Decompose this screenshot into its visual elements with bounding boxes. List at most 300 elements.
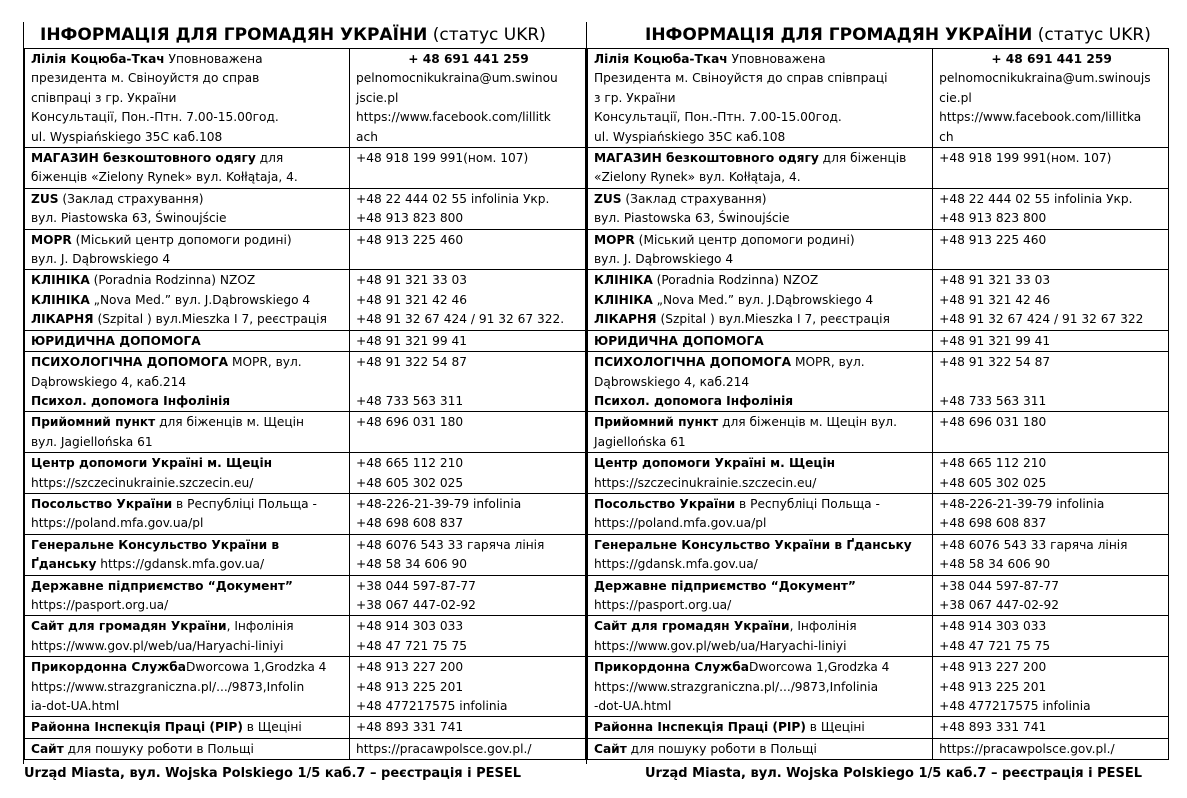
text: (Szpital ) вул.Mieszka I 7, реєстрація [93,312,327,327]
cell-line [31,291,345,310]
organization-cell [25,453,350,494]
cell-line [594,697,928,716]
organization-cell [588,270,933,330]
cell-line [939,718,1164,737]
bold-text: ЮРИДИЧНА ДОПОМОГА [31,333,201,348]
organization-cell [25,412,350,453]
text: https://www.strazgraniczna.pl/.../9873,Infolinia [594,679,879,694]
text: +48 91 322 54 87 [939,355,1051,370]
cell-line [939,474,1164,493]
text: pelnomocnikukraina@um.swinou [356,71,558,86]
bold-text: Сайт для громадян України [594,619,790,634]
cell-line [594,50,928,69]
table-row [588,493,1169,534]
text: Президента м. Свіноуйстя до справ співпраці [594,71,888,86]
cell-line [939,190,1164,209]
contact-cell [350,49,586,148]
text: ach [356,129,378,144]
text: вул. J. Dąbrowskiego 4 [31,252,171,267]
bold-text: ПСИХОЛОГІЧНА ДОПОМОГА [31,355,229,370]
text: +48 918 199 991(ном. 107) [939,151,1112,166]
bold-text: Генеральне Консульство України в Ґданську [594,537,912,552]
text: „Nova Med.” вул. J.Dąbrowskiego 4 [89,292,311,307]
text: +48 477217575 infolinia [356,699,508,713]
table-row [588,738,1169,759]
bold-text: МАГАЗИН безкоштовного одягу [594,151,819,166]
text: https://www.gov.pl/web/ua/Haryachi-liniyi [594,638,847,653]
cell-line [939,89,1164,108]
bold-text: Сайт [31,741,64,756]
text: https://poland.mfa.gov.ua/pl [594,516,767,531]
table-row [25,148,586,189]
table-row [588,412,1169,453]
bold-text: ЛІКАРНЯ [594,312,657,327]
text: в Щеціні [805,720,865,735]
organization-cell [588,352,933,412]
text: +48 698 608 837 [356,516,464,531]
text: вул. Piastowska 63, Świnoujście [31,211,227,226]
table-row [588,270,1169,330]
table-row [588,616,1169,657]
footer-left: Urząd Miasta, вул. Wojska Polskiego 1/5 каб.7 – реєстрація і PESEL [24,766,522,781]
cell-line [594,555,928,574]
text: (Poradnia Rodzinna) NZOZ [652,273,819,288]
text: вул. Piastowska 63, Świnoujście [594,211,790,226]
bold-text: ЛІКАРНЯ [31,312,94,327]
cell-line [356,291,581,310]
text: (Заклад страхування) [621,191,767,206]
cell-line [356,577,581,596]
cell-line [356,310,581,329]
contact-cell [933,412,1169,453]
text: в Республіці Польща - [735,496,880,511]
cell-line [356,50,581,69]
cell-line [31,658,345,677]
cell-line [356,353,581,372]
cell-line [939,413,1164,432]
cell-line [939,454,1164,473]
text: https://gdansk.mfa.gov.ua/ [96,557,265,572]
cell-line [594,474,928,493]
contact-cell [350,616,586,657]
bold-text: Прикордонна Служба [594,660,750,675]
cell-line [31,271,345,290]
text: +48 913 225 460 [356,232,464,247]
text: +48 696 031 180 [356,415,464,430]
cell-line [939,50,1164,69]
bold-text: Посольство України [594,496,736,511]
table-row [25,352,586,412]
text: +48 913 227 200 [939,660,1047,675]
cell-line [939,658,1164,677]
organization-cell [25,188,350,229]
cell-line [31,128,345,147]
organization-cell [25,270,350,330]
cell-line [356,69,581,88]
cell-line [356,596,581,615]
cell-line [356,678,581,697]
text: співпраці з гр. України [31,90,177,105]
text: Jagiellońska 61 [594,434,686,449]
text: +48-226-21-39-79 infolinia [939,496,1105,511]
bold-text: КЛІНІКА [31,273,90,288]
text: Dworcowa 1,Grodzka 4 [749,660,890,675]
bold-text: Прийомний пункт [594,415,719,430]
cell-line [31,190,345,209]
cell-line [939,209,1164,228]
text: pelnomocnikukraina@um.swinoujs [939,71,1151,86]
bold-text: Державне підприємство “Документ” [594,578,856,593]
organization-cell [588,412,933,453]
contact-cell [350,352,586,412]
cell-line [31,89,345,108]
cell-line [939,555,1164,574]
cell-line [594,454,928,473]
text: cie.pl [939,90,972,105]
text: +38 044 597-87-77 [939,578,1059,593]
bold-text: MOPR [31,232,72,247]
organization-cell [25,717,350,738]
text: +48 733 563 311 [939,393,1047,408]
cell-line [31,718,345,737]
organization-cell [588,493,933,534]
cell-line [356,128,581,147]
table-row [25,717,586,738]
text: +48 913 225 201 [356,679,464,694]
cell-line [939,332,1164,351]
title-right [645,24,1151,46]
text: https://www.strazgraniczna.pl/.../9873,Infolin [31,679,305,694]
bold-text: Психол. допомога Інфолінія [594,393,794,408]
text: +48 696 031 180 [939,415,1047,430]
text: +48 913 225 201 [939,679,1047,694]
cell-line [356,555,581,574]
bold-text: МАГАЗИН безкоштовного одягу [31,151,256,166]
cell-line [31,149,345,168]
contact-cell [350,229,586,270]
text: Уповноважена [164,52,263,66]
text: +48 22 444 02 55 infolinia Укр. [356,191,550,206]
organization-cell [588,534,933,575]
cell-line [31,536,345,555]
contact-cell [933,534,1169,575]
text: Уповноважена [727,52,826,66]
cell-line [356,149,581,168]
contact-cell [933,493,1169,534]
cell-line [594,536,928,555]
bold-text: КЛІНІКА [594,273,653,288]
table-row [25,188,586,229]
cell-line [31,231,345,250]
cell-line [356,718,581,737]
cell-line [594,128,928,147]
contact-cell [350,453,586,494]
text: +48 91 321 42 46 [356,292,468,307]
text: для пошуку роботи в Польщі [626,741,817,756]
text: +48 6076 543 33 гаряча лінія [356,537,545,552]
table-row [588,453,1169,494]
text: +48 733 563 311 [356,393,464,408]
text: +48 665 112 210 [356,456,464,471]
text: https://www.facebook.com/lillitk [356,110,551,125]
contact-cell [350,330,586,351]
table-row [588,49,1169,148]
cell-line [594,231,928,250]
text: вул. Jagiellońska 61 [31,434,153,449]
text: , Інфолінія [226,619,294,634]
contact-cell [933,330,1169,351]
bold-text: MOPR [594,232,635,247]
text: Dąbrowskiego 4, каб.214 [31,374,187,389]
text: +48 91 321 33 03 [939,273,1051,288]
text: +38 067 447-02-92 [939,597,1059,612]
text: для біженців м. Щецін вул. [718,415,897,430]
cell-line [31,108,345,127]
cell-line [356,332,581,351]
cell-line [939,271,1164,290]
text: +48 913 823 800 [356,211,464,226]
cell-line [31,637,345,656]
title-left [40,24,546,46]
organization-cell [25,49,350,148]
contact-cell [933,657,1169,717]
bold-text: Районна Інспекція Праці (PIP) [31,720,243,735]
bold-text: ZUS [31,191,59,206]
cell-line [31,413,345,432]
organization-cell [588,738,933,759]
cell-line [594,310,928,329]
cell-line [594,353,928,372]
cell-line [31,555,345,574]
cell-line [594,149,928,168]
contact-cell [350,493,586,534]
table-row [25,330,586,351]
cell-line [939,697,1164,716]
organization-cell [25,493,350,534]
text: (Poradnia Rodzinna) NZOZ [89,273,256,288]
organization-cell [25,148,350,189]
text: +48 913 227 200 [356,660,464,675]
bold-text: Лілія Коцюба-Ткач [31,52,165,66]
text: +48 47 721 75 75 [356,638,468,653]
cell-line [939,291,1164,310]
cell-line [594,433,928,452]
table-row [588,575,1169,616]
cell-line [356,108,581,127]
cell-line [356,514,581,533]
text: ia-dot-UA.html [31,699,120,713]
bold-text: Генеральне Консульство України в [31,537,280,552]
organization-cell [25,575,350,616]
text: +48 91 321 33 03 [356,273,468,288]
cell-line [939,596,1164,615]
bold-text: Центр допомоги Україні м. Щецін [31,456,273,471]
cell-line [356,740,581,759]
organization-cell [25,738,350,759]
text: Dąbrowskiego 4, каб.214 [594,374,750,389]
text: +48 893 331 741 [939,720,1047,735]
bold-text: КЛІНІКА [594,292,653,307]
cell-line [939,678,1164,697]
text: ul. Wyspiańskiego 35C каб.108 [31,129,223,144]
cell-line [356,190,581,209]
cell-line [356,413,581,432]
text: для біженців м. Щецін [155,415,305,430]
table-row [25,657,586,717]
cell-line [31,697,345,716]
cell-line [594,678,928,697]
info-table-right [587,48,1169,760]
cell-line [356,271,581,290]
contact-cell [350,270,586,330]
bold-text: Посольство України [31,496,173,511]
cell-line [31,495,345,514]
contact-cell [350,188,586,229]
text: Консультації, Пон.-Птн. 7.00-15.00год. [594,110,842,125]
contact-cell [933,352,1169,412]
cell-line [31,577,345,596]
contact-cell [350,575,586,616]
text: jscie.pl [356,90,399,105]
organization-cell [25,352,350,412]
cell-line [939,149,1164,168]
text: (Міський центр допомоги родині) [634,232,855,247]
text: +48 58 34 606 90 [939,557,1051,572]
contact-cell [350,717,586,738]
cell-line [356,231,581,250]
bold-text: Сайт для громадян України [31,619,227,634]
cell-line [31,332,345,351]
footer-right: Urząd Miasta, вул. Wojska Polskiego 1/5 каб.7 – реєстрація і PESEL [645,766,1143,781]
cell-line [594,69,928,88]
contact-cell [933,229,1169,270]
text: вул. J. Dąbrowskiego 4 [594,252,734,267]
text: +48 477217575 infolinia [939,699,1091,713]
contact-cell [933,717,1169,738]
table-row [25,493,586,534]
organization-cell [25,616,350,657]
cell-line [939,514,1164,533]
text: +48 893 331 741 [356,720,464,735]
title-bold: ІНФОРМАЦІЯ ДЛЯ ГРОМАДЯН УКРАЇНИ [40,25,428,45]
text: https://pracawpolsce.gov.pl./ [356,741,532,756]
cell-line [31,310,345,329]
text: -dot-UA.html [594,699,672,713]
bold-text: Сайт [594,741,627,756]
text: https://www.facebook.com/lillitka [939,110,1142,125]
cell-line [594,89,928,108]
cell-line [939,310,1164,329]
text: +48 913 823 800 [939,211,1047,226]
table-row [25,575,586,616]
table-row [588,534,1169,575]
title-bold: ІНФОРМАЦІЯ ДЛЯ ГРОМАДЯН УКРАЇНИ [645,25,1033,45]
text: президента м. Свіноуйстя до справ [31,71,260,86]
cell-line [939,577,1164,596]
cell-line [356,89,581,108]
cell-line [594,740,928,759]
cell-line [356,474,581,493]
contact-cell [350,738,586,759]
text: https://gdansk.mfa.gov.ua/ [594,557,758,572]
cell-line [939,740,1164,759]
cell-line [356,392,581,411]
organization-cell [25,657,350,717]
info-table-left [24,48,586,760]
text: з гр. України [594,90,676,105]
text: +48 605 302 025 [939,475,1047,490]
bold-text: Центр допомоги Україні м. Щецін [594,456,836,471]
cell-line [31,514,345,533]
text: для [255,151,284,166]
cell-line [356,658,581,677]
cell-line [31,353,345,372]
table-row [25,534,586,575]
cell-line [594,190,928,209]
text: „Nova Med.” вул. J.Dąbrowskiego 4 [652,292,874,307]
text: https://pasport.org.ua/ [594,597,732,612]
cell-line [939,637,1164,656]
bold-text: ЮРИДИЧНА ДОПОМОГА [594,333,764,348]
contact-cell [350,148,586,189]
cell-line [939,231,1164,250]
cell-line [31,69,345,88]
bold-text: ZUS [594,191,622,206]
cell-line [939,69,1164,88]
cell-line [939,353,1164,372]
text: +48 91 322 54 87 [356,355,468,370]
table-row [588,657,1169,717]
text: ul. Wyspiańskiego 35C каб.108 [594,129,786,144]
cell-line [31,50,345,69]
cell-line [594,392,928,411]
text: +48 913 225 460 [939,232,1047,247]
cell-line [31,596,345,615]
cell-line [31,392,345,411]
contact-cell [350,412,586,453]
cell-line [939,108,1164,127]
table-row [25,738,586,759]
text: +48 22 444 02 55 infolinia Укр. [939,191,1133,206]
cell-line [594,495,928,514]
organization-cell [25,330,350,351]
table-row [588,352,1169,412]
text: https://szczecinukrainie.szczecin.eu/ [31,475,254,490]
table-row [25,453,586,494]
text: +48 91 321 42 46 [939,292,1051,307]
cell-line [594,617,928,636]
contact-cell [933,738,1169,759]
cell-line [356,209,581,228]
cell-line [939,128,1164,147]
text: , Інфолінія [789,619,857,634]
cell-line [31,474,345,493]
organization-cell [25,534,350,575]
organization-cell [25,229,350,270]
cell-line [939,617,1164,636]
table-row [588,148,1169,189]
text: біженців «Zielony Rynek» вул. Kołłątaja, 4. [31,170,298,185]
contact-cell [350,534,586,575]
table-row [588,188,1169,229]
cell-line [31,209,345,228]
table-row [25,229,586,270]
contact-cell [933,49,1169,148]
cell-line [594,413,928,432]
organization-cell [588,717,933,738]
bold-text: Прийомний пункт [31,415,156,430]
contact-cell [933,270,1169,330]
